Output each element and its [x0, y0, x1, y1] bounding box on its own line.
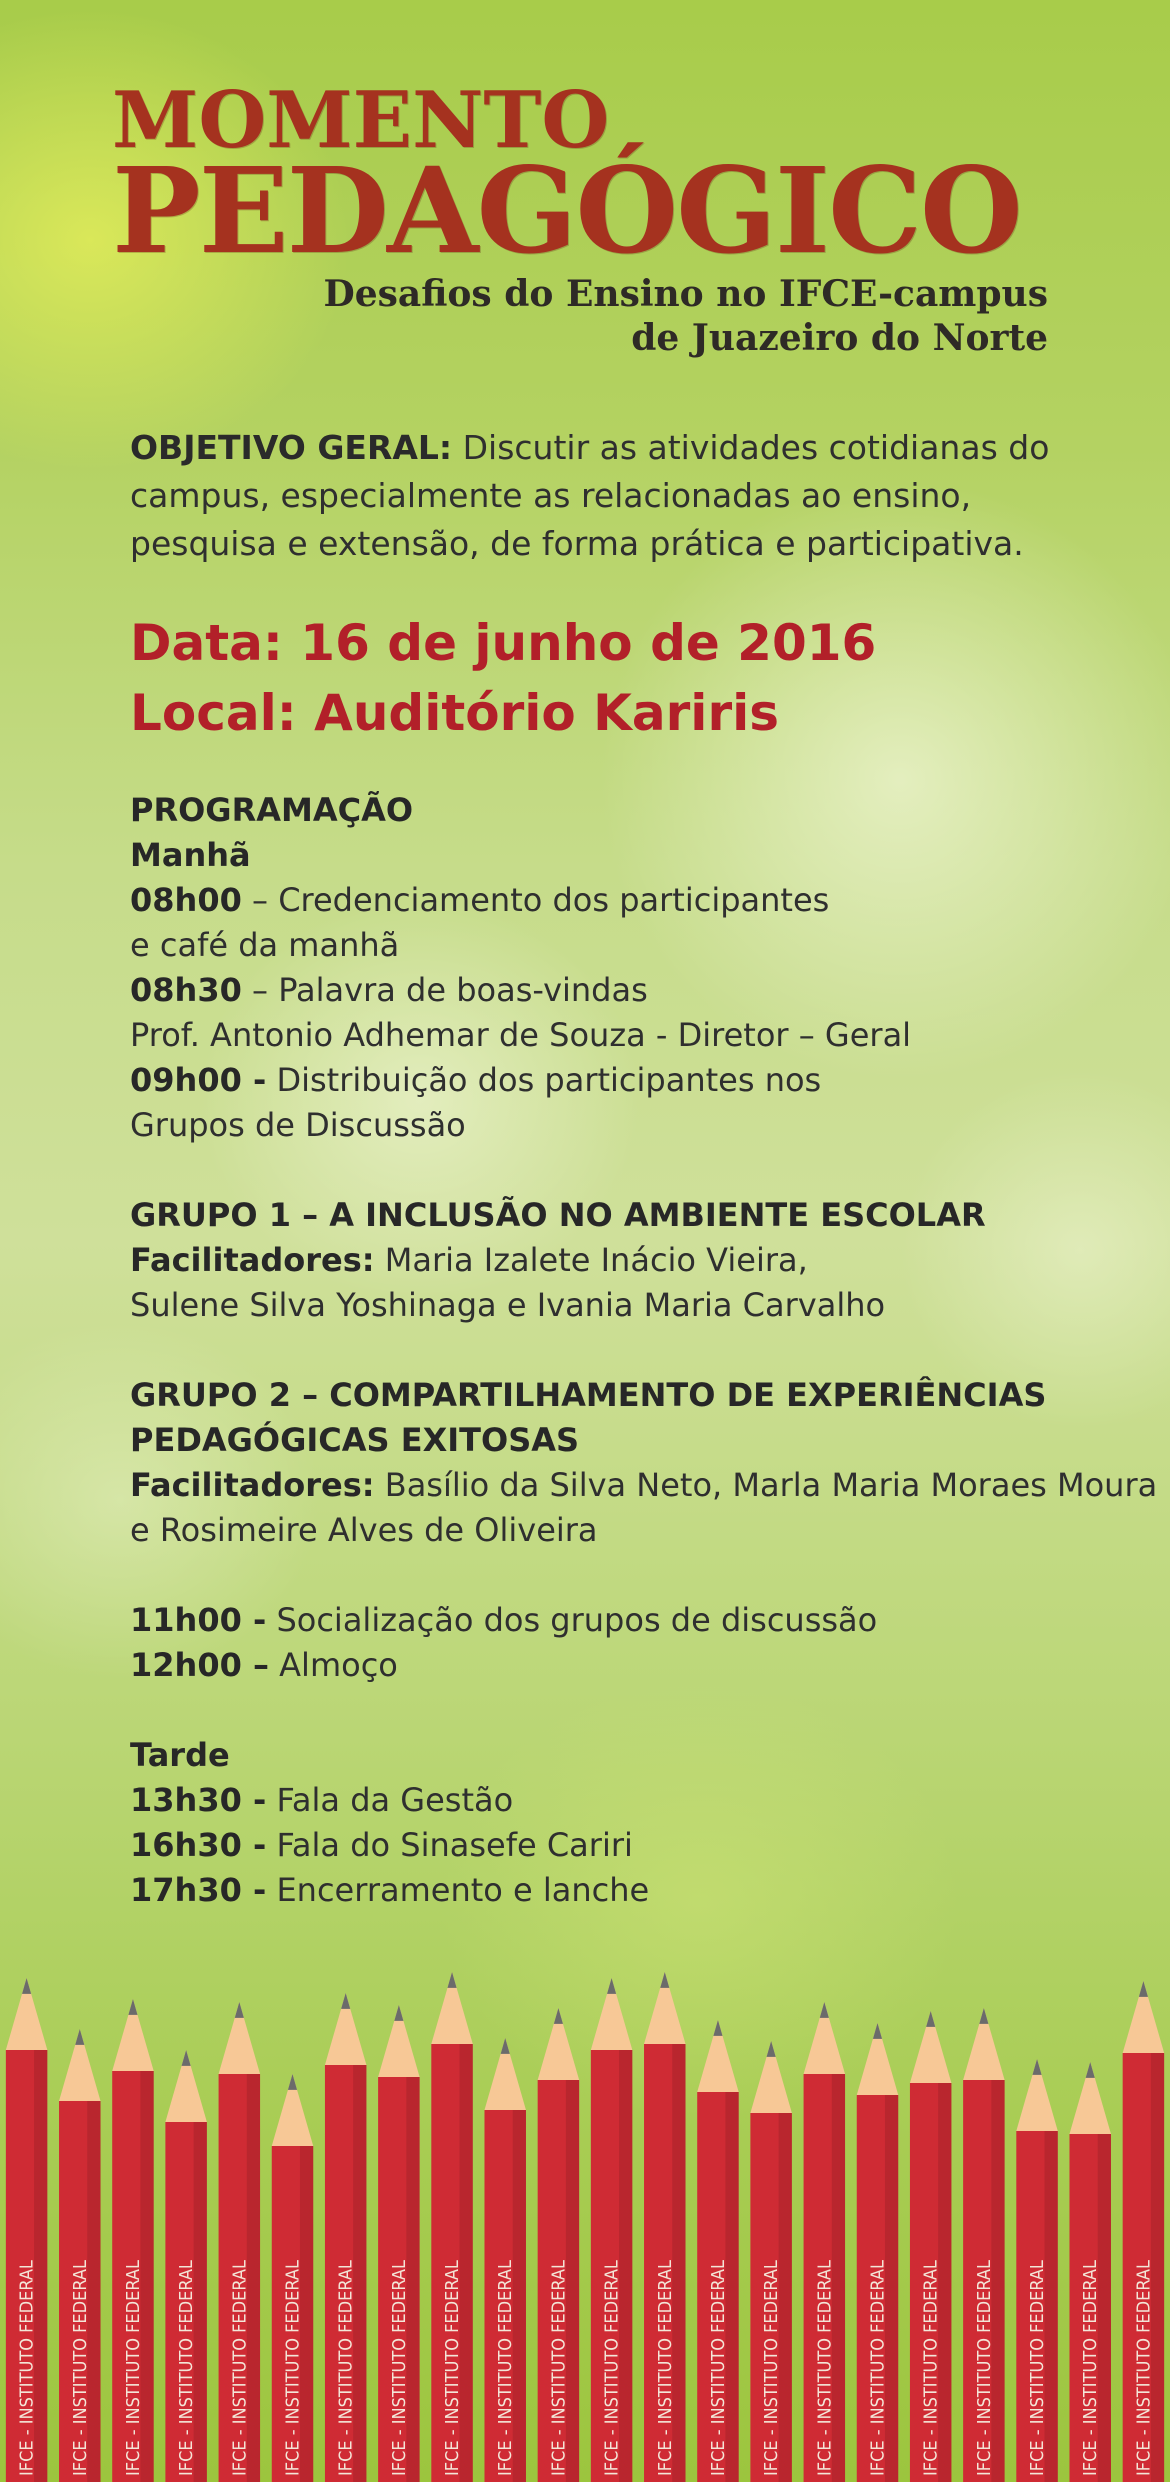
pencil-label: IFCE - INSTITUTO FEDERAL	[335, 2260, 357, 2476]
pencil	[59, 2029, 100, 2482]
pencil-lead	[341, 1993, 350, 2009]
title-line-2: PEDAGÓGICO	[112, 141, 1021, 280]
objective-label: OBJETIVO GERAL:	[130, 428, 453, 467]
program-schedule	[130, 788, 1158, 1913]
pencil-lead	[713, 2020, 722, 2036]
pencil-lead	[873, 2023, 882, 2039]
group-2-title-1	[130, 1373, 1150, 1418]
pencil-label: IFCE - INSTITUTO FEDERAL	[548, 2260, 570, 2476]
pencil	[6, 1978, 47, 2482]
pencil-label: IFCE - INSTITUTO FEDERAL	[229, 2260, 251, 2476]
facilitators-label: Facilitadores:	[130, 1466, 375, 1504]
schedule-time: 08h00	[130, 881, 242, 919]
pencil	[591, 1978, 632, 2482]
title-line-1: MOMENTO	[112, 75, 610, 166]
schedule-time: 08h30	[130, 971, 242, 1009]
pencil-label: IFCE - INSTITUTO FEDERAL	[1080, 2260, 1102, 2476]
morning-label-text: Manhã	[130, 836, 251, 874]
schedule-text: – Palavra de boas-vindas	[241, 971, 648, 1009]
spacer	[130, 1328, 1150, 1373]
pencil-row-decoration	[0, 1950, 1170, 2482]
pencil-lead	[128, 1999, 137, 2015]
schedule-text: – Credenciamento dos participantes	[241, 881, 830, 919]
schedule-item-1330	[130, 1778, 1150, 1823]
pencil-lead	[394, 2005, 403, 2021]
pencil-lead	[1139, 1981, 1148, 1997]
spacer	[130, 1688, 1150, 1733]
pencil-lead	[447, 1972, 456, 1988]
pencil-label: IFCE - INSTITUTO FEDERAL	[16, 2260, 38, 2476]
schedule-time: 11h00 -	[130, 1601, 267, 1639]
pencil-lead	[979, 2008, 988, 2024]
schedule-item-0830-cont: Prof. Antonio Adhemar de Souza - Diretor – Geral	[130, 1016, 912, 1054]
facilitators-names: Maria Izalete Inácio Vieira,	[374, 1241, 808, 1279]
pencil	[1123, 1981, 1164, 2482]
pencil	[219, 2002, 260, 2482]
pencil-lead	[1032, 2059, 1041, 2075]
pencil-lead	[926, 2011, 935, 2027]
pencil-lead	[1086, 2062, 1095, 2078]
event-place: Local: Auditório Kariris	[130, 684, 779, 742]
pencil-label: IFCE - INSTITUTO FEDERAL	[920, 2260, 942, 2476]
pencil-lead	[767, 2041, 776, 2057]
pencil	[165, 2050, 206, 2482]
schedule-text: Fala do Sinasefe Cariri	[266, 1826, 633, 1864]
pencil-label: IFCE - INSTITUTO FEDERAL	[707, 2260, 729, 2476]
group-2-title-text: PEDAGÓGICAS EXITOSAS	[130, 1421, 580, 1459]
pencil	[697, 2020, 738, 2482]
pencil-label: IFCE - INSTITUTO FEDERAL	[495, 2260, 517, 2476]
group-1-facilitators-cont: Sulene Silva Yoshinaga e Ivania Maria Carvalho	[130, 1286, 886, 1324]
facilitators-names: Basílio da Silva Neto, Marla Maria Moraes Moura	[374, 1466, 1158, 1504]
group-1-title-text: GRUPO 1 – A INCLUSÃO NO AMBIENTE ESCOLAR	[130, 1196, 986, 1234]
pencil-lead	[75, 2029, 84, 2045]
pencil-label: IFCE - INSTITUTO FEDERAL	[69, 2260, 91, 2476]
schedule-item-0830	[130, 968, 1150, 1013]
schedule-time: 12h00 –	[130, 1646, 269, 1684]
schedule-item-0800-cont: e café da manhã	[130, 926, 400, 964]
pencil-label: IFCE - INSTITUTO FEDERAL	[176, 2260, 198, 2476]
pencil-label: IFCE - INSTITUTO FEDERAL	[1027, 2260, 1049, 2476]
schedule-time: 17h30 -	[130, 1871, 267, 1909]
morning-label	[130, 833, 1150, 878]
pencil-label: IFCE - INSTITUTO FEDERAL	[282, 2260, 304, 2476]
pencil	[963, 2008, 1004, 2482]
pencil	[1016, 2059, 1057, 2482]
subtitle-line-2: de Juazeiro do Norte	[631, 317, 1048, 359]
pencil	[112, 1999, 153, 2482]
pencil-label: IFCE - INSTITUTO FEDERAL	[388, 2260, 410, 2476]
pencil-label: IFCE - INSTITUTO FEDERAL	[867, 2260, 889, 2476]
pencil-label: IFCE - INSTITUTO FEDERAL	[973, 2260, 995, 2476]
group-2-title-text: GRUPO 2 – COMPARTILHAMENTO DE EXPERIÊNCIAS	[130, 1376, 1047, 1414]
schedule-text: Distribuição dos participantes nos	[266, 1061, 822, 1099]
schedule-item-1100	[130, 1598, 1150, 1643]
pencil	[804, 2002, 845, 2482]
pencil-label: IFCE - INSTITUTO FEDERAL	[761, 2260, 783, 2476]
subtitle-line-1: Desafios do Ensino no IFCE-campus	[323, 273, 1048, 315]
pencil-lead	[22, 1978, 31, 1994]
schedule-item-1200	[130, 1643, 1150, 1688]
pencil-lead	[235, 2002, 244, 2018]
group-2-facilitators	[130, 1463, 1158, 1508]
schedule-item-1730	[130, 1868, 1150, 1913]
pencil-label: IFCE - INSTITUTO FEDERAL	[122, 2260, 144, 2476]
group-2-title-2	[130, 1418, 1150, 1463]
pencil-lead	[554, 2008, 563, 2024]
schedule-time: 16h30 -	[130, 1826, 267, 1864]
schedule-item-0900-cont: Grupos de Discussão	[130, 1106, 466, 1144]
objective-paragraph	[130, 424, 1080, 568]
pencil	[857, 2023, 898, 2482]
spacer	[130, 1553, 1150, 1598]
pencil	[644, 1972, 685, 2482]
pencil-label: IFCE - INSTITUTO FEDERAL	[1133, 2260, 1155, 2476]
pencil-lead	[660, 1972, 669, 1988]
schedule-time: 13h30 -	[130, 1781, 267, 1819]
group-1-facilitators	[130, 1238, 1150, 1283]
program-heading	[130, 788, 1150, 833]
schedule-item-0900	[130, 1058, 1150, 1103]
schedule-text: Socialização dos grupos de discussão	[266, 1601, 878, 1639]
subtitle	[324, 272, 1048, 360]
group-1-title	[130, 1193, 1150, 1238]
spacer	[130, 1148, 1150, 1193]
pencil-label: IFCE - INSTITUTO FEDERAL	[654, 2260, 676, 2476]
pencil	[325, 1993, 366, 2482]
objective-text: Discutir as atividades cotidianas do campus, especialmente as relacionadas ao ensino, pesquisa e extensão, de forma prática e participativa.	[130, 428, 1050, 563]
pencil-label: IFCE - INSTITUTO FEDERAL	[442, 2260, 464, 2476]
pencil-label: IFCE - INSTITUTO FEDERAL	[601, 2260, 623, 2476]
program-heading-text: PROGRAMAÇÃO	[130, 791, 414, 829]
pencil	[484, 2038, 525, 2482]
event-date: Data: 16 de junho de 2016	[130, 614, 877, 672]
pencil-lead	[501, 2038, 510, 2054]
group-2-facilitators-cont: e Rosimeire Alves de Oliveira	[130, 1511, 598, 1549]
schedule-text: Almoço	[268, 1646, 398, 1684]
schedule-item-1630	[130, 1823, 1150, 1868]
pencil	[1069, 2062, 1110, 2482]
schedule-item-0800	[130, 878, 1150, 923]
afternoon-label-text: Tarde	[130, 1736, 230, 1774]
schedule-time: 09h00 -	[130, 1061, 267, 1099]
schedule-text: Fala da Gestão	[266, 1781, 514, 1819]
pencil	[538, 2008, 579, 2482]
pencil-lead	[607, 1978, 616, 1994]
facilitators-label: Facilitadores:	[130, 1241, 375, 1279]
pencil	[910, 2011, 951, 2482]
pencil	[750, 2041, 791, 2482]
pencil	[378, 2005, 419, 2482]
pencil-lead	[182, 2050, 191, 2066]
schedule-text: Encerramento e lanche	[266, 1871, 650, 1909]
pencil	[272, 2074, 313, 2482]
pencil	[431, 1972, 472, 2482]
pencil-label: IFCE - INSTITUTO FEDERAL	[814, 2260, 836, 2476]
afternoon-label	[130, 1733, 1150, 1778]
pencil-lead	[288, 2074, 297, 2090]
pencil-lead	[820, 2002, 829, 2018]
